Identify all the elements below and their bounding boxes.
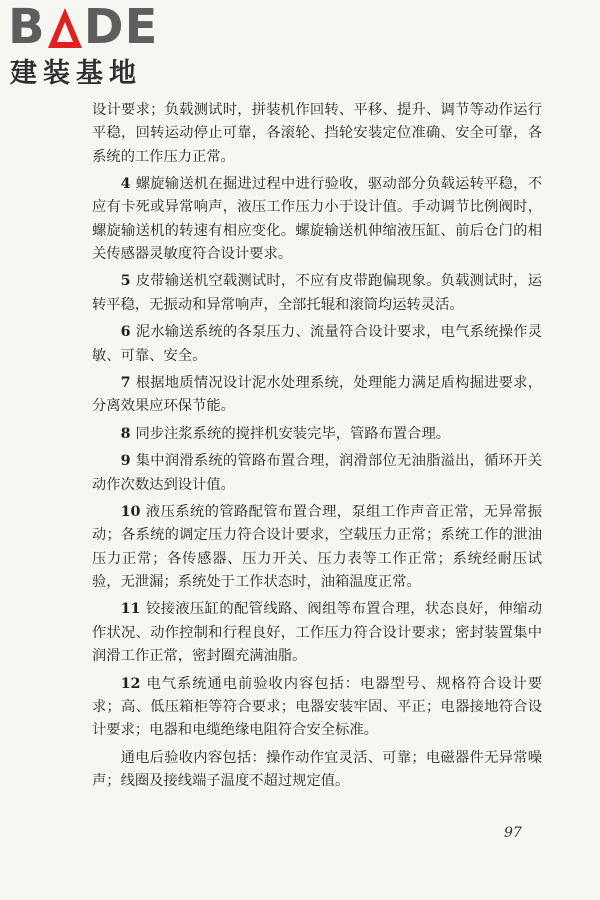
document-body xyxy=(92,99,542,797)
paragraph xyxy=(92,673,542,743)
paragraph xyxy=(92,450,542,497)
paragraph-text: 皮带输送机空载测试时，不应有皮带跑偏现象。负载测试时，运转平稳，无振动和异常响声，全部托辊和滚筒均运转灵活。 xyxy=(92,273,542,313)
paragraph-number: 4 xyxy=(120,176,131,193)
paragraph xyxy=(92,270,542,317)
paragraph-number: 11 xyxy=(120,601,141,618)
logo-tagline: 建装基地 xyxy=(10,58,142,89)
paragraph-number: 9 xyxy=(120,453,131,470)
paragraph-number: 8 xyxy=(120,425,131,442)
paragraph-text: 液压系统的管路配管布置合理，泵组工作声音正常，无异常振动；各系统的调定压力符合设计要求，空载压力正常；系统工作的泄油压力正常；各传感器、压力开关、压力表等工作正常；系统经耐压试验，无泄漏；系统处于工作状态时，油箱温度正常。 xyxy=(92,504,542,590)
paragraph xyxy=(92,372,542,419)
paragraph xyxy=(92,598,542,668)
paragraph-number: 7 xyxy=(120,375,131,392)
paragraph xyxy=(92,423,542,446)
paragraph-number: 6 xyxy=(120,324,131,341)
paragraph-text: 铰接液压缸的配管线路、阀组等布置合理，状态良好，伸缩动作状况、动作控制和行程良好，工作压力符合设计要求；密封装置集中润滑工作正常，密封圈充满油脂。 xyxy=(92,601,542,665)
paragraph-number: 12 xyxy=(120,675,141,692)
paragraph xyxy=(92,99,542,169)
logo-a-triangle-icon xyxy=(48,8,82,48)
paragraph-number: 5 xyxy=(120,273,131,290)
logo-letter-a xyxy=(46,4,84,50)
paragraph-text: 螺旋输送机在掘进过程中进行验收，驱动部分负载运转平稳，不应有卡死或异常响声，液压工作压力小于设计值。手动调节比例阀时，螺旋输送机的转速有相应变化。螺旋输送机伸缩液压缸、前后仓门的相关传感器灵敏度符合设计要求。 xyxy=(92,176,542,262)
logo-wordmark xyxy=(8,0,159,55)
paragraph-text: 同步注浆系统的搅拌机安装完毕，管路布置合理。 xyxy=(135,425,451,442)
page-number: 97 xyxy=(504,825,522,841)
logo xyxy=(8,0,183,94)
paragraph-text: 电气系统通电前验收内容包括：电器型号、规格符合设计要求；高、低压箱柜等符合要求；电器安装牢固、平正；电器接地符合设计要求；电器和电缆绝缘电阻符合安全标准。 xyxy=(92,675,542,739)
paragraph xyxy=(92,173,542,266)
paragraph-text: 通电后验收内容包括：操作动作宜灵活、可靠；电磁器件无异常噪声；线圈及接线端子温度不超过规定值。 xyxy=(92,749,542,789)
paragraph-number: 10 xyxy=(120,504,141,521)
logo-letters-b: B xyxy=(8,0,46,55)
paragraph-text: 设计要求；负载测试时，拼装机作回转、平移、提升、调节等动作运行平稳，回转运动停止可靠，各滚轮、挡轮安装定位准确、安全可靠，各系统的工作压力正常。 xyxy=(92,102,542,165)
paragraph xyxy=(92,501,542,594)
logo-letters-de: DE xyxy=(83,0,159,55)
paragraph xyxy=(92,747,542,794)
paragraph-text: 根据地质情况设计泥水处理系统，处理能力满足盾构掘进要求，分离效果应环保节能。 xyxy=(92,375,542,415)
paragraph xyxy=(92,321,542,368)
paragraph-text: 集中润滑系统的管路布置合理，润滑部位无油脂溢出，循环开关动作次数达到设计值。 xyxy=(92,453,542,493)
paragraph-text: 泥水输送系统的各泵压力、流量符合设计要求，电气系统操作灵敏、可靠、安全。 xyxy=(92,324,542,364)
